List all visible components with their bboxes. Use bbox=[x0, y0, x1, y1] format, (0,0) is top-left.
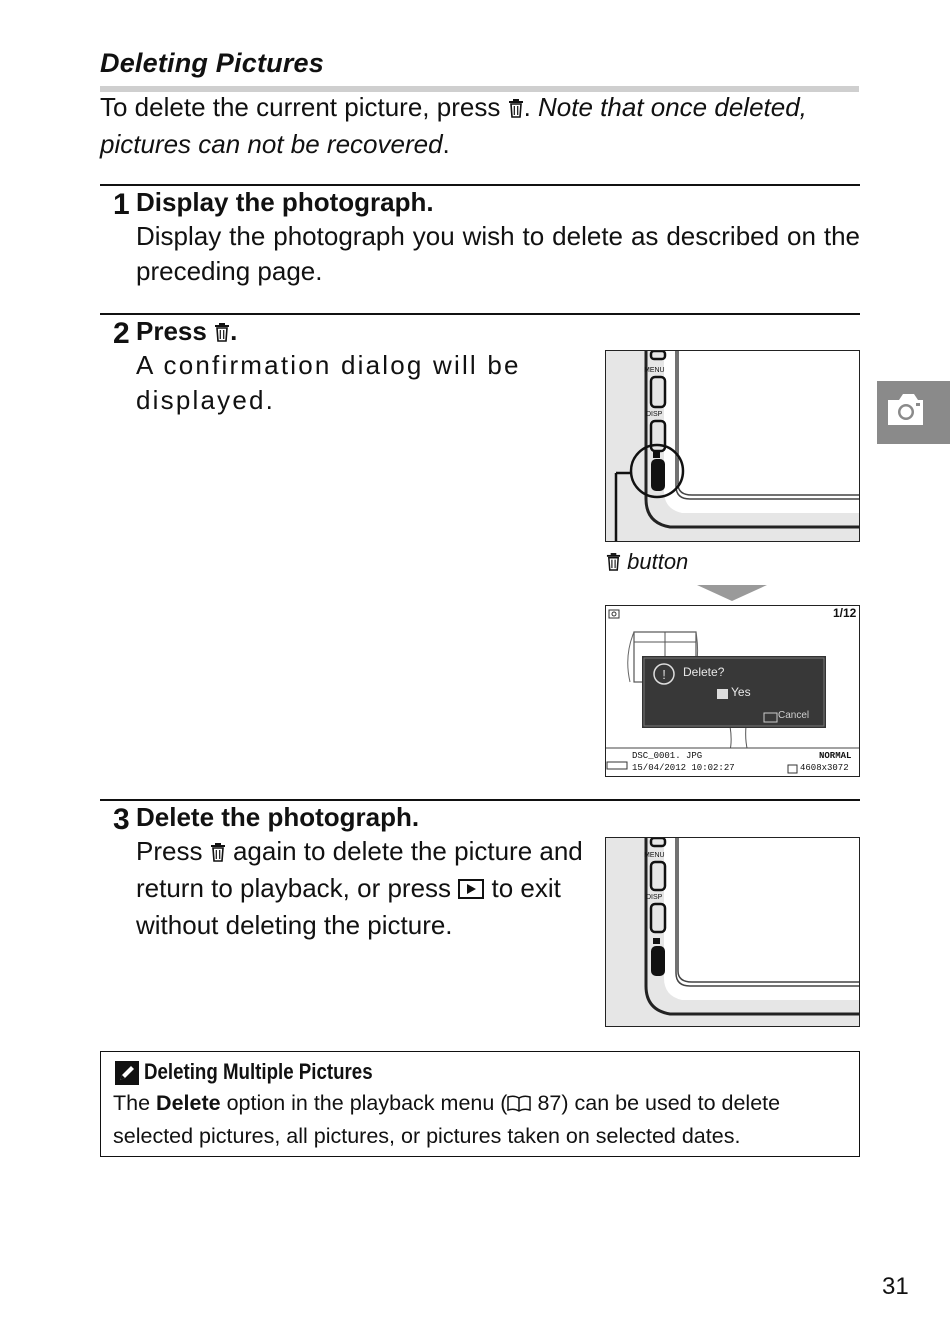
camera-back-figure-2 bbox=[605, 837, 860, 1027]
trash-icon bbox=[214, 318, 230, 349]
page-number: 31 bbox=[882, 1273, 909, 1300]
section-title: Deleting Pictures bbox=[100, 48, 324, 78]
intro-warning: Note that once deleted, pictures can not be recovered bbox=[100, 92, 807, 159]
step-1-rule bbox=[100, 184, 860, 186]
confirmation-screen-figure bbox=[605, 605, 860, 777]
note-text-a: The bbox=[113, 1091, 151, 1115]
step-1-body: Display the photograph you wish to delete as described on the preceding page. bbox=[136, 221, 860, 286]
step-3-rule bbox=[100, 799, 860, 801]
frame-counter: 1/12 bbox=[833, 606, 857, 620]
step-3-text-a: Press bbox=[136, 836, 203, 866]
dialog-option-cancel[interactable]: Cancel bbox=[778, 710, 810, 721]
step-1-number: 1 bbox=[113, 188, 130, 221]
date-time: 15/04/2012 10:02:27 bbox=[632, 763, 735, 773]
step-3-text-b: again to delete the picture and return to playback, or press bbox=[136, 836, 583, 903]
image-quality: NORMAL bbox=[819, 751, 852, 761]
note-text-b: option in the playback menu ( bbox=[226, 1091, 508, 1115]
step-3-body bbox=[136, 834, 596, 943]
note-body bbox=[113, 1088, 853, 1152]
note-text-c: ) can be used to delete selected pictures, all pictures, or pictures taken on selected dates. bbox=[113, 1091, 781, 1148]
camera-icon bbox=[877, 381, 950, 444]
dialog-title: Delete? bbox=[683, 665, 725, 679]
svg-text:!: ! bbox=[662, 667, 666, 682]
note-delete-option: Delete bbox=[156, 1091, 221, 1115]
trash-icon bbox=[210, 836, 226, 871]
intro-text: To delete the current picture, press bbox=[100, 92, 501, 122]
note-title: Deleting Multiple Pictures bbox=[144, 1059, 373, 1084]
intro-period: . bbox=[523, 92, 531, 122]
camera-back-illustration bbox=[606, 351, 859, 541]
trash-button-caption bbox=[606, 549, 688, 577]
dialog-option-yes[interactable]: Yes bbox=[731, 685, 751, 699]
step-3-title: Delete the photograph. bbox=[136, 802, 420, 832]
image-size: 4608x3072 bbox=[800, 763, 849, 773]
down-arrow-icon bbox=[697, 585, 767, 601]
step-3-text-c: to exit without deleting the picture. bbox=[136, 873, 561, 940]
step-2-rule bbox=[100, 313, 860, 315]
disp-button-label: DISP bbox=[646, 411, 663, 418]
step-2-title-text: Press bbox=[136, 316, 207, 346]
caption-text: button bbox=[627, 549, 689, 574]
trash-icon bbox=[606, 551, 621, 577]
camera-back-figure bbox=[605, 350, 860, 542]
file-name: DSC_0001. JPG bbox=[632, 751, 703, 761]
step-2-body: A confirmation dialog will be displayed. bbox=[136, 350, 521, 415]
camera-back-illustration-2 bbox=[606, 838, 859, 1026]
step-2-title bbox=[136, 316, 237, 349]
step-2-title-period: . bbox=[230, 316, 238, 346]
playback-icon bbox=[458, 873, 484, 908]
note-box bbox=[100, 1051, 860, 1157]
menu-button-label-2: MENU bbox=[644, 852, 665, 859]
step-3-number: 3 bbox=[113, 803, 130, 836]
pencil-icon bbox=[115, 1061, 139, 1089]
step-2-number: 2 bbox=[113, 317, 130, 350]
note-page-ref[interactable]: 87 bbox=[537, 1091, 562, 1115]
step-1-title: Display the photograph. bbox=[136, 187, 434, 217]
chapter-tab bbox=[877, 381, 950, 444]
menu-button-label: MENU bbox=[644, 367, 665, 374]
book-icon bbox=[507, 1090, 531, 1121]
intro-end: . bbox=[442, 129, 450, 159]
intro-paragraph bbox=[100, 90, 860, 162]
trash-icon bbox=[508, 92, 524, 127]
disp-button-label-2: DISP bbox=[646, 894, 663, 901]
